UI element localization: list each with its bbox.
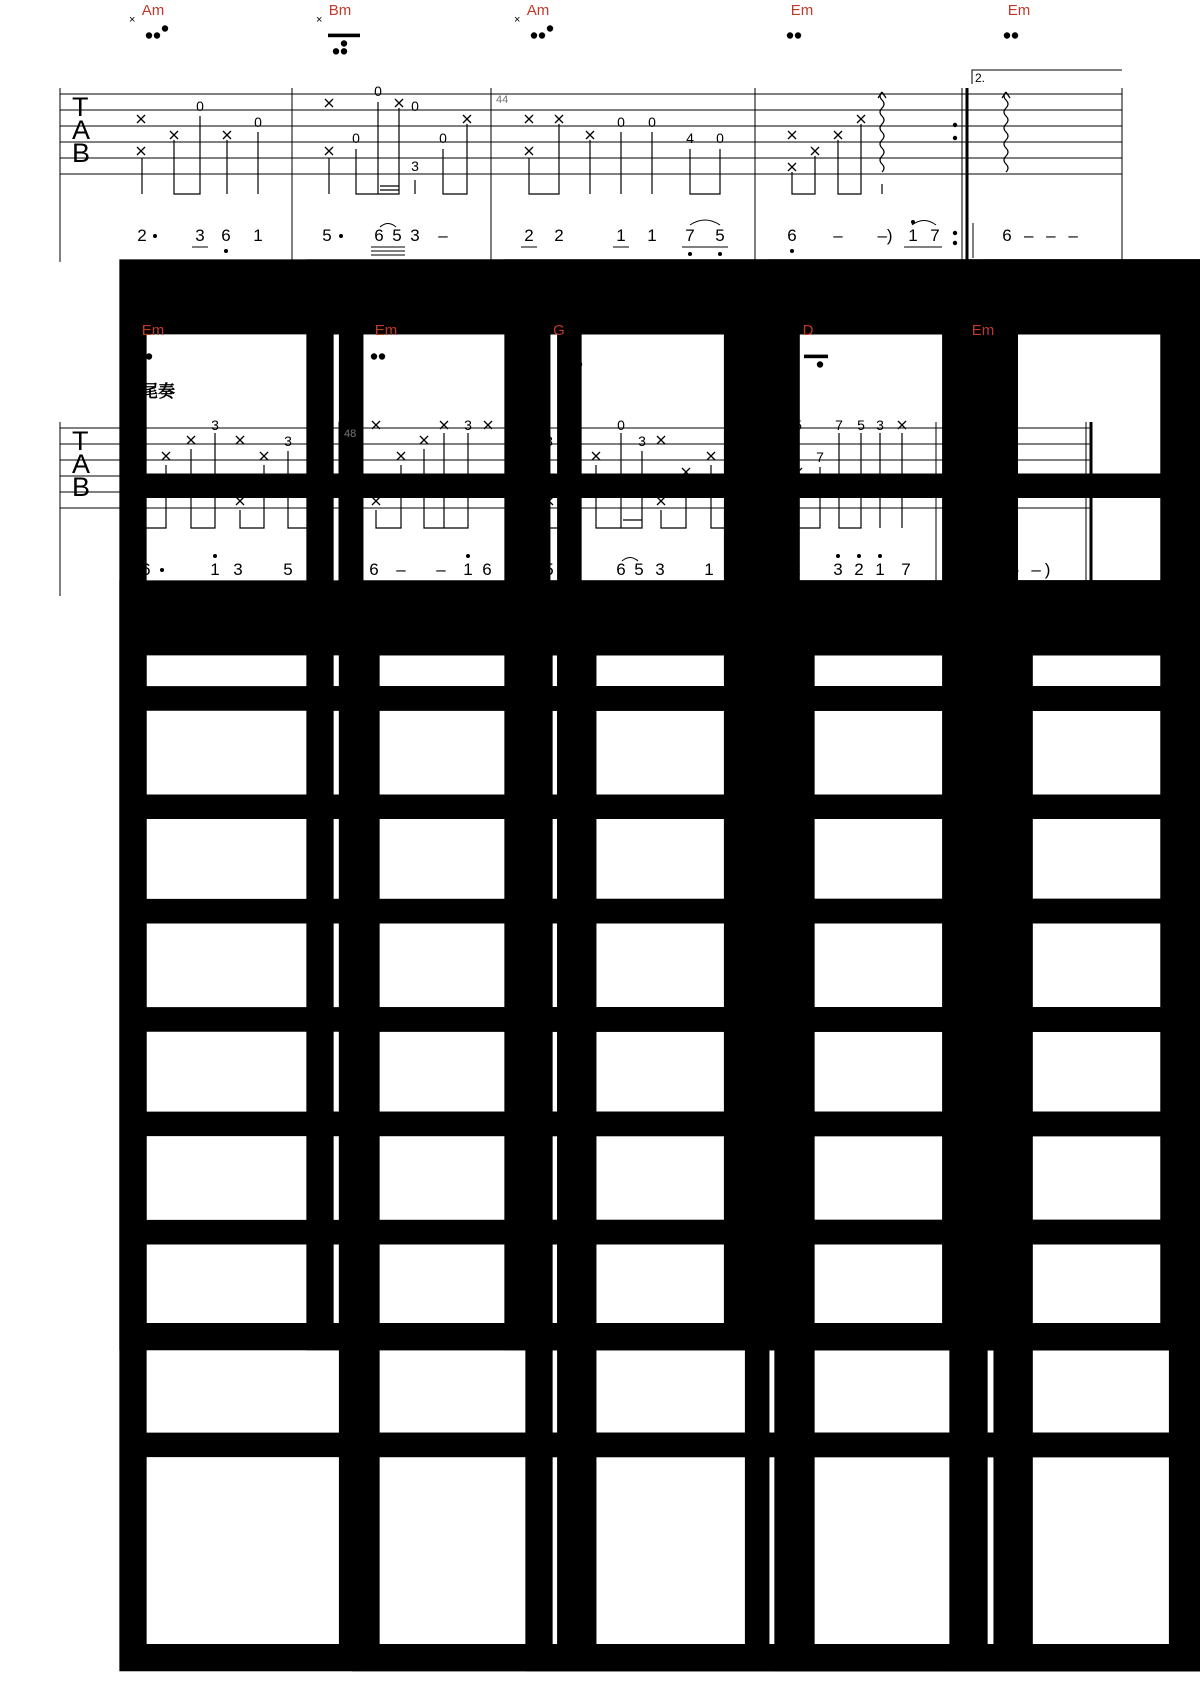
fret-number: 0 xyxy=(254,114,262,130)
jianpu-note: 6 xyxy=(616,560,626,579)
tab-clef-a: A xyxy=(72,449,91,479)
jianpu-note: 6 xyxy=(965,560,975,579)
fret-number: 0 xyxy=(352,130,360,146)
final-barline xyxy=(1086,422,1091,596)
fret-number: 0 xyxy=(196,98,204,114)
jianpu-note: 3 xyxy=(195,226,205,245)
fret-number: 0 xyxy=(374,83,382,99)
jianpu-note: 7 xyxy=(685,226,695,245)
fret-number: 3 xyxy=(638,433,646,449)
chord-diagram-am xyxy=(129,14,1200,1337)
jianpu-line xyxy=(137,220,1082,256)
volta-label: 2. xyxy=(975,71,986,85)
jianpu-note: 1 xyxy=(210,560,220,579)
jianpu-note: 2 xyxy=(554,226,564,245)
chord-diagram-am xyxy=(514,14,1200,1337)
chord-name: D xyxy=(802,322,814,339)
jianpu-note: 1 xyxy=(647,226,657,245)
jianpu-note: 5 xyxy=(634,560,644,579)
chord-name: Em xyxy=(1007,2,1031,19)
jianpu-dash: – xyxy=(436,560,446,579)
jianpu-note: 1 xyxy=(253,226,263,245)
chord-name: Bm xyxy=(328,2,352,19)
jianpu-note: 1 xyxy=(616,226,626,245)
jianpu-dash: – xyxy=(396,560,406,579)
chord-name: Em xyxy=(971,322,995,339)
fret-number: 0 xyxy=(648,114,656,130)
fret-number: 5 xyxy=(857,417,865,433)
jianpu-note: 5 xyxy=(544,560,554,579)
tab-fret-numbers xyxy=(196,83,724,174)
svg-text:×: × xyxy=(514,14,521,26)
chord-name: Am xyxy=(526,2,550,19)
chord-diagram-g xyxy=(536,353,1200,1657)
jianpu-dash: – – – xyxy=(1024,226,1082,245)
tab-clef-t: T xyxy=(72,92,89,122)
system-2 xyxy=(60,322,1200,1658)
fret-number: 7 xyxy=(835,417,843,433)
jianpu-note: 7 xyxy=(901,560,911,579)
jianpu-note: 6 xyxy=(369,560,379,579)
chord-name: G xyxy=(553,322,565,339)
chord-diagram-em xyxy=(133,353,1200,1657)
arpeggio-symbol xyxy=(878,92,1010,194)
jianpu-note: 6 xyxy=(1002,226,1012,245)
jianpu-note: 3 xyxy=(833,560,843,579)
jianpu-note: 6 xyxy=(482,560,492,579)
fret-number: 5 xyxy=(794,417,802,433)
jianpu-note: 5 xyxy=(715,226,725,245)
fret-number: 3 xyxy=(284,433,292,449)
jianpu-dash: – – –) xyxy=(987,560,1055,579)
section-label: 尾奏 xyxy=(141,382,175,402)
jianpu-note: 3 xyxy=(410,226,420,245)
jianpu-note: 1 xyxy=(875,560,885,579)
fret-number: 0 xyxy=(617,417,625,433)
jianpu-note: 7 xyxy=(930,226,940,245)
chord-name: Em xyxy=(374,322,398,339)
svg-text:×: × xyxy=(316,14,323,26)
fret-number: 3 xyxy=(876,417,884,433)
repeat-end-barline xyxy=(953,88,973,262)
fret-number: 0 xyxy=(411,98,419,114)
jianpu-note: 5 xyxy=(392,226,402,245)
measure-number: 48 xyxy=(344,428,357,440)
lyric: 啊 xyxy=(903,262,921,282)
jianpu-dash: – xyxy=(438,226,448,245)
stems-and-beams xyxy=(142,102,861,194)
fret-number: 0 xyxy=(716,130,724,146)
jianpu-note: 1 xyxy=(908,226,918,245)
tab-staff xyxy=(60,88,1122,262)
fret-number: 3 xyxy=(464,417,472,433)
fret-number: 3 xyxy=(411,158,419,174)
jianpu-note: 1 xyxy=(463,560,473,579)
measure-number: 44 xyxy=(496,94,509,106)
tab-clef-b: B xyxy=(72,138,91,168)
jianpu-note: 6 xyxy=(221,226,231,245)
jianpu-note: 2 xyxy=(137,226,147,245)
fret-number: 3 xyxy=(211,417,219,433)
jianpu-note: 2 xyxy=(854,560,864,579)
tab-clef-a: A xyxy=(72,115,91,145)
jianpu-dash: – xyxy=(833,226,843,245)
jianpu-note: 5 xyxy=(322,226,332,245)
jianpu-note: 6 xyxy=(374,226,384,245)
jianpu-note: 6 xyxy=(787,226,797,245)
jianpu-note: 3 xyxy=(233,560,243,579)
jianpu-note: 3 xyxy=(655,560,665,579)
chord-name: Em xyxy=(141,322,165,339)
jianpu-note: 5 xyxy=(283,560,293,579)
jianpu-note: (6 xyxy=(135,560,151,579)
jianpu-dash: –) xyxy=(877,226,893,245)
fret-number: 0 xyxy=(617,114,625,130)
svg-text:×: × xyxy=(129,14,136,26)
jianpu-note: 1 xyxy=(704,560,714,579)
fret-number: 0 xyxy=(439,130,447,146)
fret-number: 7 xyxy=(816,449,824,465)
svg-text:××: ×× xyxy=(784,335,797,347)
lyric: 徉。 xyxy=(998,262,1032,282)
chord-name: Am xyxy=(141,2,165,19)
jianpu-note: 2 xyxy=(524,226,534,245)
fret-number: 3 xyxy=(545,433,553,449)
tab-clef-b: B xyxy=(72,472,91,502)
chord-name: Em xyxy=(790,2,814,19)
jianpu-note: 2 xyxy=(791,560,801,579)
fret-number: 4 xyxy=(686,130,694,146)
volta-bracket xyxy=(972,70,1122,85)
tab-clef-t: T xyxy=(72,426,89,456)
